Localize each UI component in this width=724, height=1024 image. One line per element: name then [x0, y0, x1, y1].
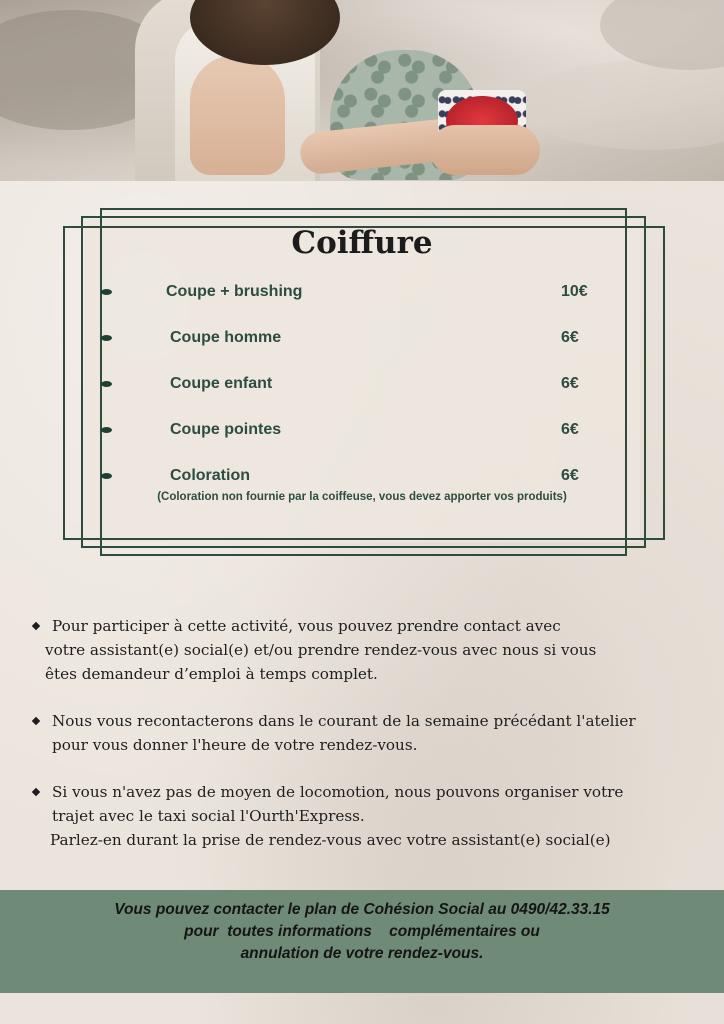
price-row: [0, 326, 724, 350]
service-name: Coupe enfant: [170, 375, 273, 392]
price-row: [0, 464, 724, 488]
service-price: 6€: [561, 375, 579, 392]
service-name: Coloration: [170, 467, 250, 484]
service-price: 6€: [561, 467, 579, 484]
bullet-icon: [101, 427, 112, 433]
card-title: Coiffure: [291, 225, 433, 261]
service-price: 6€: [561, 329, 579, 346]
info-line: Pour participer à cette activité, vous pouvez prendre contact avec: [52, 617, 561, 635]
footer-line: Vous pouvez contacter le plan de Cohésion Social au 0490/42.33.15: [114, 901, 610, 918]
info-line: votre assistant(e) social(e) et/ou prendre rendez-vous avec nous si vous: [45, 641, 597, 659]
bullet-icon: [32, 622, 40, 630]
service-price: 6€: [561, 421, 579, 438]
coloration-note: (Coloration non fournie par la coiffeuse, vous devez apporter vos produits): [157, 491, 567, 503]
info-line: Si vous n'avez pas de moyen de locomotion, nous pouvons organiser votre: [52, 783, 624, 801]
price-row: [0, 280, 724, 304]
price-row: [0, 372, 724, 396]
bullet-icon: [32, 788, 40, 796]
info-line: Nous vous recontacterons dans le courant de la semaine précédant l'atelier: [52, 712, 636, 730]
info-paragraph: [0, 780, 724, 852]
info-line: trajet avec le taxi social l'Ourth'Express.: [52, 807, 365, 825]
service-name: Coupe pointes: [170, 421, 282, 438]
price-row: [0, 418, 724, 442]
contact-footer: [0, 890, 724, 993]
service-name: Coupe + brushing: [166, 283, 303, 300]
info-line: pour vous donner l'heure de votre rendez-vous.: [52, 736, 418, 754]
info-line: Parlez-en durant la prise de rendez-vous avec votre assistant(e) social(e): [50, 831, 611, 849]
info-line: êtes demandeur d’emploi à temps complet.: [45, 665, 378, 683]
info-paragraph: [0, 614, 724, 686]
bullet-icon: [101, 335, 112, 341]
hero-photo: [0, 0, 724, 181]
bullet-icon: [101, 289, 112, 295]
footer-line: annulation de votre rendez-vous.: [240, 945, 484, 962]
service-name: Coupe homme: [170, 329, 282, 346]
bullet-icon: [101, 381, 112, 387]
info-paragraph: [0, 709, 724, 757]
footer-line: pour toutes informations complémentaires ou: [184, 923, 540, 940]
service-price: 10€: [561, 283, 588, 300]
bullet-icon: [101, 473, 112, 479]
bullet-icon: [32, 717, 40, 725]
